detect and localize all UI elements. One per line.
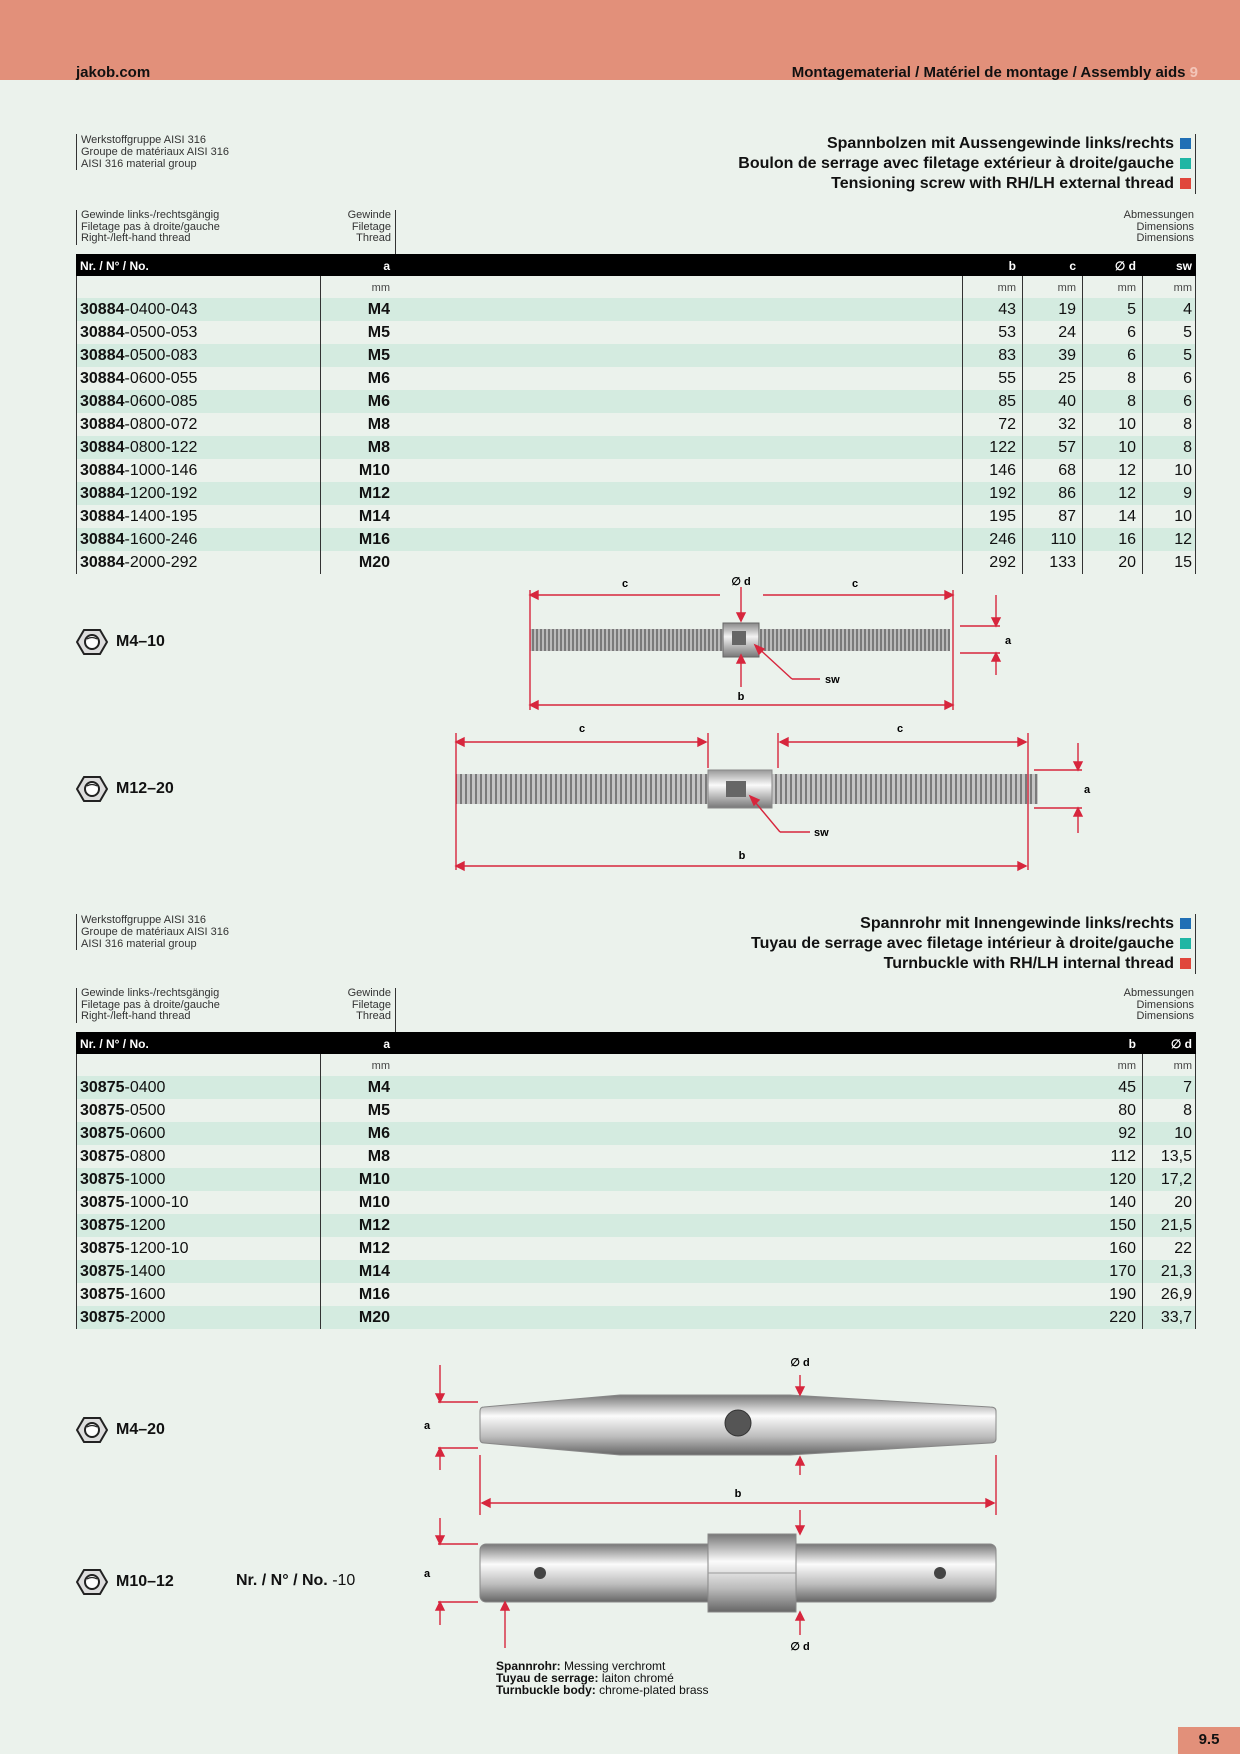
section1-titles (738, 134, 1196, 194)
table-header-row: Nr. / N° / No. a b ∅ d (76, 1032, 1196, 1054)
table-row: 30884-0600-055 M6 55 25 8 6 (76, 367, 1196, 390)
dimensions-header-1: Abmessungen Dimensions Dimensions (1123, 209, 1194, 244)
diagram-tensioning-screw-large (450, 718, 1100, 878)
svg-text:b: b (734, 1488, 742, 1500)
table-row: 30875-0500 M5 80 8 (76, 1099, 1196, 1122)
article-number: 30884-1600-246 (80, 531, 198, 548)
table-row: 30875-1000-10 M10 140 20 (76, 1191, 1196, 1214)
article-number: 30884-0500-083 (80, 347, 198, 364)
teal-square-icon (1180, 158, 1191, 169)
table-row: 30884-1400-195 M14 195 87 14 10 (76, 505, 1196, 528)
svg-text:c: c (578, 723, 586, 735)
svg-text:c: c (621, 578, 629, 590)
thread-right (760, 629, 950, 651)
table-row: 30875-0800 M8 112 13,5 (76, 1145, 1196, 1168)
table-row: 30884-0800-122 M8 122 57 10 8 (76, 436, 1196, 459)
red-square-icon (1180, 958, 1191, 969)
unit-row: mm mm mm mm mm (76, 276, 1196, 298)
table-row: 30875-1600 M16 190 26,9 (76, 1283, 1196, 1306)
title-de: Spannbolzen mit Aussengewinde links/rechts (826, 135, 1174, 152)
page-number: 9.5 (1178, 1727, 1240, 1754)
svg-text:c: c (896, 723, 904, 735)
title-de: Spannrohr mit Innengewinde links/rechts (860, 915, 1174, 932)
article-number: 30884-0500-053 (80, 324, 198, 341)
material-group-2: Werkstoffgruppe AISI 316 Groupe de matériaux AISI 316 AISI 316 material group (76, 914, 229, 950)
material-caption: Spannrohr: Messing verchromt Tuyau de serrage: laiton chromé Turnbuckle body: chrome-plated brass (496, 1659, 709, 1697)
svg-text:sw: sw (825, 674, 840, 686)
article-number: 30875-0500 (80, 1102, 166, 1119)
table-header-row: Nr. / N° / No. a b c ∅ d sw (76, 254, 1196, 276)
table-row: 30884-0600-085 M6 85 40 8 6 (76, 390, 1196, 413)
unit-row: mm mm mm (76, 1054, 1196, 1076)
thread-header-1: Gewinde links-/rechtsgängig Filetage pas à droite/gauche Right-/left-hand thread Gewinde Filetage Thread (76, 210, 396, 254)
article-number: 30884-0800-072 (80, 416, 198, 433)
title-fr: Tuyau de serrage avec filetage intérieur à droite/gauche (751, 935, 1174, 952)
article-number: 30884-1000-146 (80, 462, 198, 479)
article-number: 30884-0600-085 (80, 393, 198, 410)
table-tensioning-screw (76, 254, 1196, 574)
svg-text:∅ d: ∅ d (790, 1641, 810, 1653)
article-number: 30884-1400-195 (80, 508, 198, 525)
table-row: 30875-1200 M12 150 21,5 (76, 1214, 1196, 1237)
table-row: 30884-0800-072 M8 72 32 10 8 (76, 413, 1196, 436)
dimensions-header-2: Abmessungen Dimensions Dimensions (1123, 987, 1194, 1022)
chapter-number: 9 (1189, 64, 1198, 81)
svg-text:a: a (1084, 784, 1091, 796)
diagram-turnbuckle-large (420, 1510, 1020, 1660)
variant-label-m4-20: M4–20 (76, 1416, 165, 1444)
title-en: Turnbuckle with RH/LH internal thread (883, 955, 1174, 972)
hex-nut-icon (76, 1416, 108, 1444)
article-number: 30875-1200-10 (80, 1240, 189, 1257)
article-number: 30875-0400 (80, 1079, 166, 1096)
variant-label-m10-12: M10–12 (76, 1568, 174, 1596)
article-number: 30875-1600 (80, 1286, 166, 1303)
svg-text:sw: sw (814, 827, 829, 839)
chapter-title: Montagematerial / Matériel de montage / Assembly aids 9 (791, 64, 1198, 81)
table-row: 30875-1200-10 M12 160 22 (76, 1237, 1196, 1260)
table-turnbuckle (76, 1032, 1196, 1329)
article-number: 30875-2000 (80, 1309, 166, 1326)
table-row: 30884-2000-292 M20 292 133 20 15 (76, 551, 1196, 574)
article-number: 30884-2000-292 (80, 554, 198, 571)
article-number: 30884-1200-192 (80, 485, 198, 502)
article-number: 30875-1200 (80, 1217, 166, 1234)
svg-text:∅ d: ∅ d (731, 576, 751, 588)
article-number: 30875-0600 (80, 1125, 166, 1142)
article-number: 30875-1000 (80, 1171, 166, 1188)
svg-text:c: c (851, 578, 859, 590)
svg-text:a: a (424, 1568, 431, 1580)
variant-label-m4-10: M4–10 (76, 628, 165, 656)
table-row: 30884-1200-192 M12 192 86 12 9 (76, 482, 1196, 505)
title-fr: Boulon de serrage avec filetage extérieur à droite/gauche (738, 155, 1174, 172)
variant-label-m12-20: M12–20 (76, 775, 174, 803)
table-row: 30875-2000 M20 220 33,7 (76, 1306, 1196, 1329)
table-row: 30875-1400 M14 170 21,3 (76, 1260, 1196, 1283)
svg-text:b: b (737, 691, 745, 703)
table-row: 30884-1000-146 M10 146 68 12 10 (76, 459, 1196, 482)
red-square-icon (1180, 178, 1191, 189)
table-row: 30875-1000 M10 120 17,2 (76, 1168, 1196, 1191)
hex-nut-icon (76, 628, 108, 656)
table-row: 30875-0600 M6 92 10 (76, 1122, 1196, 1145)
svg-text:a: a (1005, 635, 1012, 647)
article-number: 30875-1400 (80, 1263, 166, 1280)
table-row: 30884-0400-043 M4 43 19 5 4 (76, 298, 1196, 321)
hex-nut-icon (76, 775, 108, 803)
article-number: 30875-0800 (80, 1148, 166, 1165)
article-number: 30875-1000-10 (80, 1194, 189, 1211)
table-row: 30875-0400 M4 45 7 (76, 1076, 1196, 1099)
table-row: 30884-0500-053 M5 53 24 6 5 (76, 321, 1196, 344)
teal-square-icon (1180, 938, 1191, 949)
svg-text:∅ d: ∅ d (790, 1357, 810, 1369)
article-number: 30884-0800-122 (80, 439, 198, 456)
thread-header-2: Gewinde links-/rechtsgängig Filetage pas à droite/gauche Right-/left-hand thread Gewinde Filetage Thread (76, 988, 396, 1032)
section2-titles (751, 914, 1196, 974)
diagram-turnbuckle-small (420, 1345, 1020, 1515)
title-en: Tensioning screw with RH/LH external thread (831, 175, 1174, 192)
hex-nut-icon (76, 1568, 108, 1596)
diagram-tensioning-screw-small (520, 575, 1040, 715)
table-row: 30884-1600-246 M16 246 110 16 12 (76, 528, 1196, 551)
table-row: 30884-0500-083 M5 83 39 6 5 (76, 344, 1196, 367)
svg-text:a: a (424, 1420, 431, 1432)
article-number: 30884-0600-055 (80, 370, 198, 387)
material-group-1: Werkstoffgruppe AISI 316 Groupe de matériaux AISI 316 AISI 316 material group (76, 134, 229, 170)
site-url[interactable]: jakob.com (76, 64, 151, 81)
svg-text:b: b (738, 850, 746, 862)
blue-square-icon (1180, 138, 1191, 149)
blue-square-icon (1180, 918, 1191, 929)
thread-left (530, 629, 740, 651)
nr-suffix-label: Nr. / N° / No. -10 (236, 1572, 356, 1589)
article-number: 30884-0400-043 (80, 301, 198, 318)
